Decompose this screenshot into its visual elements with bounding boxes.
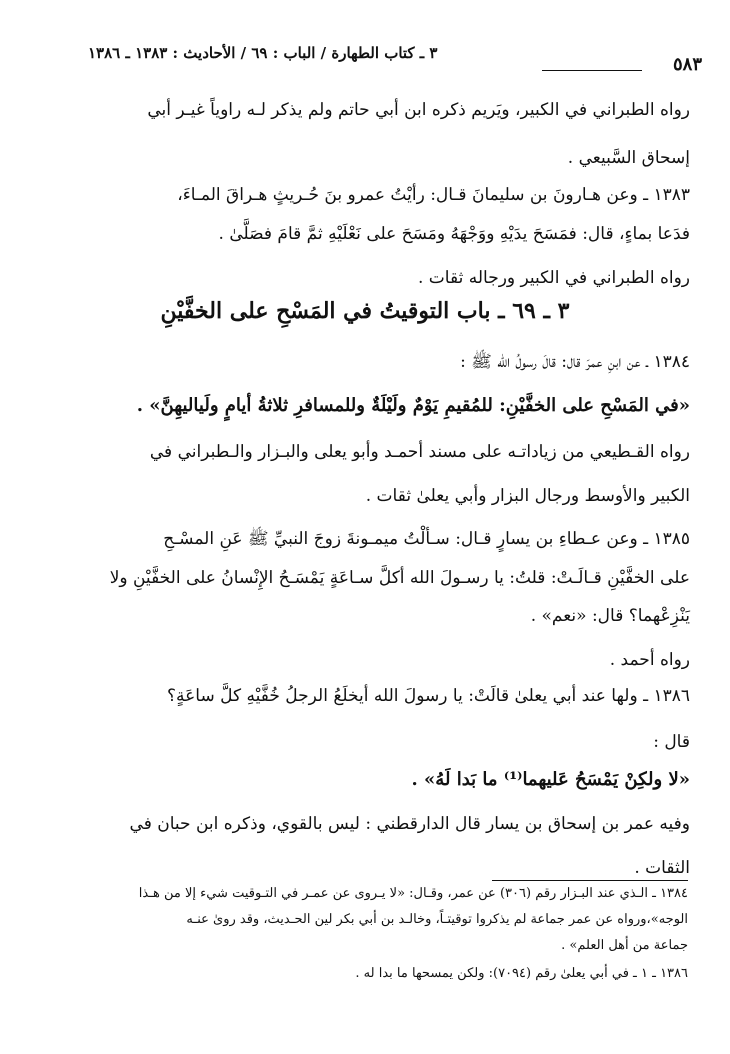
- hadith-1386-note: الثقات .: [634, 858, 690, 878]
- hadith-1383-source: رواه الطبراني في الكبير ورجاله ثقات .: [418, 268, 690, 288]
- hadith-1384-text: «في المَسْحِ على الخفَّيْنِ: للمُقيمِ يَوْمٌ ولَيْلَةٌ وللمسافرِ ثلاثةُ أيامٍ ولَياليهِنَّ» .: [136, 395, 690, 416]
- hadith-1386-line: قال :: [653, 732, 690, 752]
- hadith-1386-line: ١٣٨٦ ـ ولها عند أبي يعلىٰ قالَتْ: يا رسولَ الله أيخلَعُ الرجلُ خُفَّيْهِ كلَّ ساعَةٍ؟: [167, 686, 690, 706]
- hadith-1385-line: يَنْزِعْهما؟ قال: «نعم» .: [530, 606, 690, 626]
- footnote-line: الوجه»،ورواه عن عمر جماعة لم يذكروا توقيتـاً، وخالـد بن أبي بكر لين الحـديث، وقد روىٰ عنـه: [186, 912, 688, 927]
- hadith-1385-source: رواه أحمد .: [609, 650, 690, 670]
- hadith-1386-text: «لا ولكِنْ يَمْسَحُ عَليهما⁽¹⁾ ما بَدا لَهُ» .: [411, 769, 690, 790]
- hadith-1384-source: الكبير والأوسط ورجال البزار وأبي يعلىٰ ثقات .: [365, 486, 690, 506]
- footnote-line: ١٣٨٦ ـ ١ ـ في أبي يعلىٰ رقم (٧٠٩٤): ولكن يمسحها ما بدا له .: [355, 966, 688, 981]
- hadith-1383-line: ١٣٨٣ ـ وعن هـارونَ بن سليمانَ قـال: رأيْتُ عمرو بنَ حُـريثٍ هـراقَ المـاءَ،: [177, 185, 690, 205]
- running-header: [88, 40, 702, 75]
- footnote-line: جماعة من أهل العلم» .: [561, 938, 688, 953]
- paragraph-line: رواه الطبراني في الكبير، ويَريم ذكره ابن أبي حاتم ولم يذكر لـه راوياً غيـر أبي: [147, 100, 690, 120]
- hadith-1386-note: وفيه عمر بن إسحاق بن يسار قال الدارقطني : ليس بالقوي، وذكره ابن حبان في: [129, 814, 690, 834]
- page-number: ٥٨٣: [672, 54, 702, 75]
- chapter-title: ٣ ـ ٦٩ ـ باب التوقيتُ في المَسْحِ على الخفَّيْنِ: [160, 298, 570, 324]
- hadith-1384-line: ١٣٨٤ ـ عن ابنِ عمرَ قال: قالَ رسولُ الله ﷺ :: [460, 352, 690, 372]
- hadith-1383-line: فدَعا بماءٍ، قال: فمَسَحَ يدَيْهِ ووَجْهَهُ ومَسَحَ على نَعْلَيْهِ ثمَّ قامَ فصَلَّىٰ .: [218, 224, 690, 244]
- hadith-1384-source: رواه القـطيعي من زياداتـه على مسند أحمـد وأبو يعلى والبـزار والـطبراني في: [149, 442, 690, 462]
- header-rule: [542, 70, 642, 71]
- header-title: ٣ ـ كتاب الطهارة / الباب : ٦٩ / الأحاديث : ١٣٨٣ ـ ١٣٨٦: [88, 44, 438, 62]
- footnote-rule: [492, 880, 688, 881]
- hadith-1385-line: ١٣٨٥ ـ وعن عـطاءِ بن يسارٍ قـال: سـألْتُ ميمـونةَ زوجَ النبيِّ ﷺ عَنِ المسْـحِ: [163, 529, 690, 549]
- footnote-line: ١٣٨٤ ـ الـذي عند البـزار رقم (٣٠٦) عن عمر، وقـال: «لا يـروى عن عمـر في التـوقيت شيء إلا من هـذا: [138, 886, 688, 901]
- paragraph-line: إسحاق السَّبيعي .: [567, 148, 690, 168]
- hadith-1385-line: على الخفَّيْنِ قـالَـتْ: قلتُ: يا رسـولَ الله أكلَّ سـاعَةٍ يَمْسَـحُ الإِنْسانُ على الخفَّيْنِ ولا: [109, 568, 690, 588]
